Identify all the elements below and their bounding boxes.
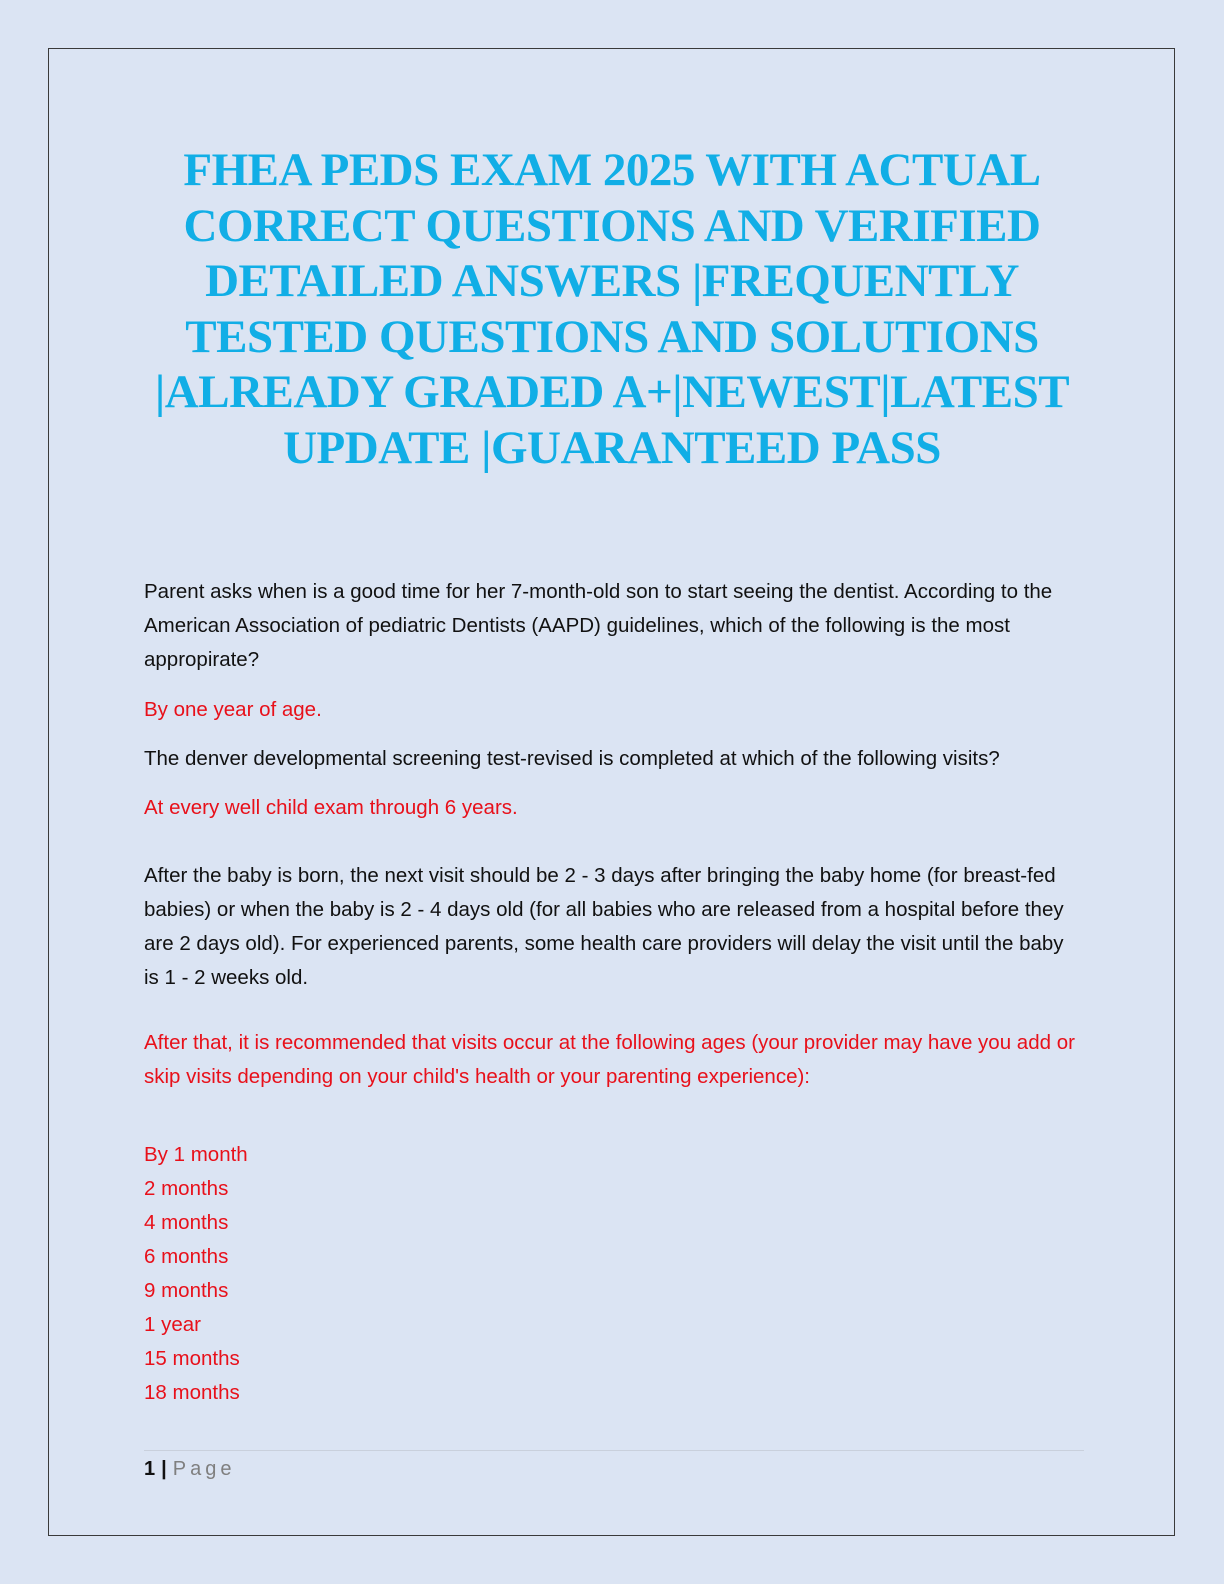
list-item: 4 months	[144, 1211, 229, 1234]
list-item: By 1 month	[144, 1143, 248, 1166]
list-item: 1 year	[144, 1313, 201, 1336]
list-item: 18 months	[144, 1381, 240, 1404]
list-item: 2 months	[144, 1177, 229, 1200]
footer-divider	[144, 1450, 1084, 1451]
visit-ages-list	[144, 1138, 248, 1410]
question-dentist: Parent asks when is a good time for her 7-month-old son to start seeing the dentist. According to the American Association of pediatric Dentists (AAPD) guidelines, which of the following is the most appropirate?	[144, 580, 1053, 671]
answer-dentist: By one year of age.	[144, 698, 322, 721]
answer-denver-test: At every well child exam through 6 years.	[144, 796, 518, 819]
document-title: FHEA PEDS EXAM 2025 WITH ACTUAL CORRECT QUESTIONS AND VERIFIED DETAILED ANSWERS |FREQUENTLY TESTED QUESTIONS AND SOLUTIONS |ALREADY GRADED A+|NEWEST|LATEST UPDATE |GUARANTEED PASS	[154, 144, 1070, 474]
page-footer	[144, 1455, 235, 1483]
page-number: 1	[144, 1458, 156, 1480]
footer-separator: |	[161, 1458, 167, 1480]
list-item: 9 months	[144, 1279, 229, 1302]
question-denver-test: The denver developmental screening test-revised is completed at which of the following visits?	[144, 747, 1000, 770]
page-label: Page	[172, 1458, 236, 1480]
paragraph-visit-ages-intro: After that, it is recommended that visits occur at the following ages (your provider may have you add or skip visits depending on your child's health or your parenting experience):	[144, 1031, 1075, 1088]
list-item: 15 months	[144, 1347, 240, 1370]
paragraph-newborn-visit: After the baby is born, the next visit should be 2 - 3 days after bringing the baby home (for breast-fed babies) or when the baby is 2 - 4 days old (for all babies who are released from a hospital before they are 2 days old). For experienced parents, some health care providers will delay the visit until the baby is 1 - 2 weeks old.	[144, 864, 1064, 989]
list-item: 6 months	[144, 1245, 229, 1268]
